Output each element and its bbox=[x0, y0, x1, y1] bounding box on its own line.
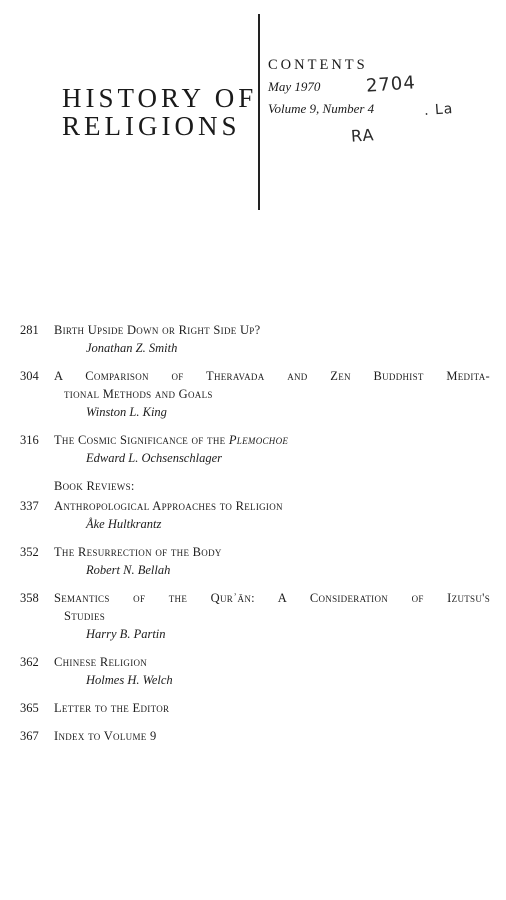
toc-entry bbox=[20, 321, 490, 357]
article-author: Winston L. King bbox=[86, 405, 167, 419]
toc-entry bbox=[20, 727, 490, 745]
page-number: 358 bbox=[20, 591, 39, 605]
toc-entry bbox=[20, 543, 490, 579]
article-title bbox=[54, 431, 490, 449]
issue-volume: Volume 9, Number 4 bbox=[268, 101, 375, 116]
article-title bbox=[54, 367, 490, 403]
review-title bbox=[54, 589, 490, 625]
review-title-line1: Semantics of the Qurʾān: A Consideration of Izutsu's bbox=[54, 591, 490, 605]
article-title-line2: tional Methods and Goals bbox=[64, 387, 213, 401]
toc-entry bbox=[20, 431, 490, 467]
page-number: 304 bbox=[20, 369, 39, 383]
page-number: 352 bbox=[20, 545, 39, 559]
review-author: Robert N. Bellah bbox=[86, 563, 171, 577]
review-author: Harry B. Partin bbox=[86, 627, 166, 641]
article-author: Jonathan Z. Smith bbox=[86, 341, 178, 355]
toc-entry bbox=[20, 367, 490, 421]
journal-title bbox=[62, 84, 257, 140]
handwritten-note-initials: RA bbox=[350, 125, 376, 146]
table-of-contents bbox=[20, 321, 490, 755]
article-title-line1: A Comparison of Theravada and Zen Buddhist Medita- bbox=[54, 369, 490, 383]
toc-entry bbox=[20, 653, 490, 689]
page-number: 316 bbox=[20, 433, 39, 447]
toc-entry bbox=[20, 699, 490, 717]
issue-date: May 1970 bbox=[268, 79, 321, 94]
review-author: Holmes H. Welch bbox=[86, 673, 173, 687]
review-title: Anthropological Approaches to Religion bbox=[54, 499, 283, 513]
handwritten-note-la: . La bbox=[423, 100, 454, 120]
review-title-line2: Studies bbox=[64, 609, 106, 623]
page-number: 367 bbox=[20, 729, 39, 743]
review-author: Åke Hultkrantz bbox=[86, 517, 162, 531]
vertical-divider bbox=[258, 14, 260, 210]
item-title: Index to Volume 9 bbox=[54, 729, 157, 743]
page-number: 281 bbox=[20, 323, 39, 337]
contents-label: CONTENTS bbox=[268, 57, 368, 73]
toc-entry bbox=[20, 497, 490, 533]
toc-entry bbox=[20, 589, 490, 643]
journal-title-line2: RELIGIONS bbox=[62, 111, 241, 141]
page-number: 362 bbox=[20, 655, 39, 669]
journal-title-line1: HISTORY OF bbox=[62, 83, 258, 113]
article-title: Birth Upside Down or Right Side Up? bbox=[54, 323, 261, 337]
book-reviews-heading: Book Reviews: bbox=[54, 479, 135, 493]
page-number: 337 bbox=[20, 499, 39, 513]
item-title: Letter to the Editor bbox=[54, 701, 170, 715]
page-number: 365 bbox=[20, 701, 39, 715]
article-author: Edward L. Ochsenschlager bbox=[86, 451, 222, 465]
review-title: Chinese Religion bbox=[54, 655, 148, 669]
review-title: The Resurrection of the Body bbox=[54, 545, 222, 559]
article-title-text: The Cosmic Significance of the bbox=[54, 433, 229, 447]
handwritten-note-number: 2704 bbox=[365, 72, 417, 97]
article-title-italic: Plemochoe bbox=[228, 433, 289, 447]
